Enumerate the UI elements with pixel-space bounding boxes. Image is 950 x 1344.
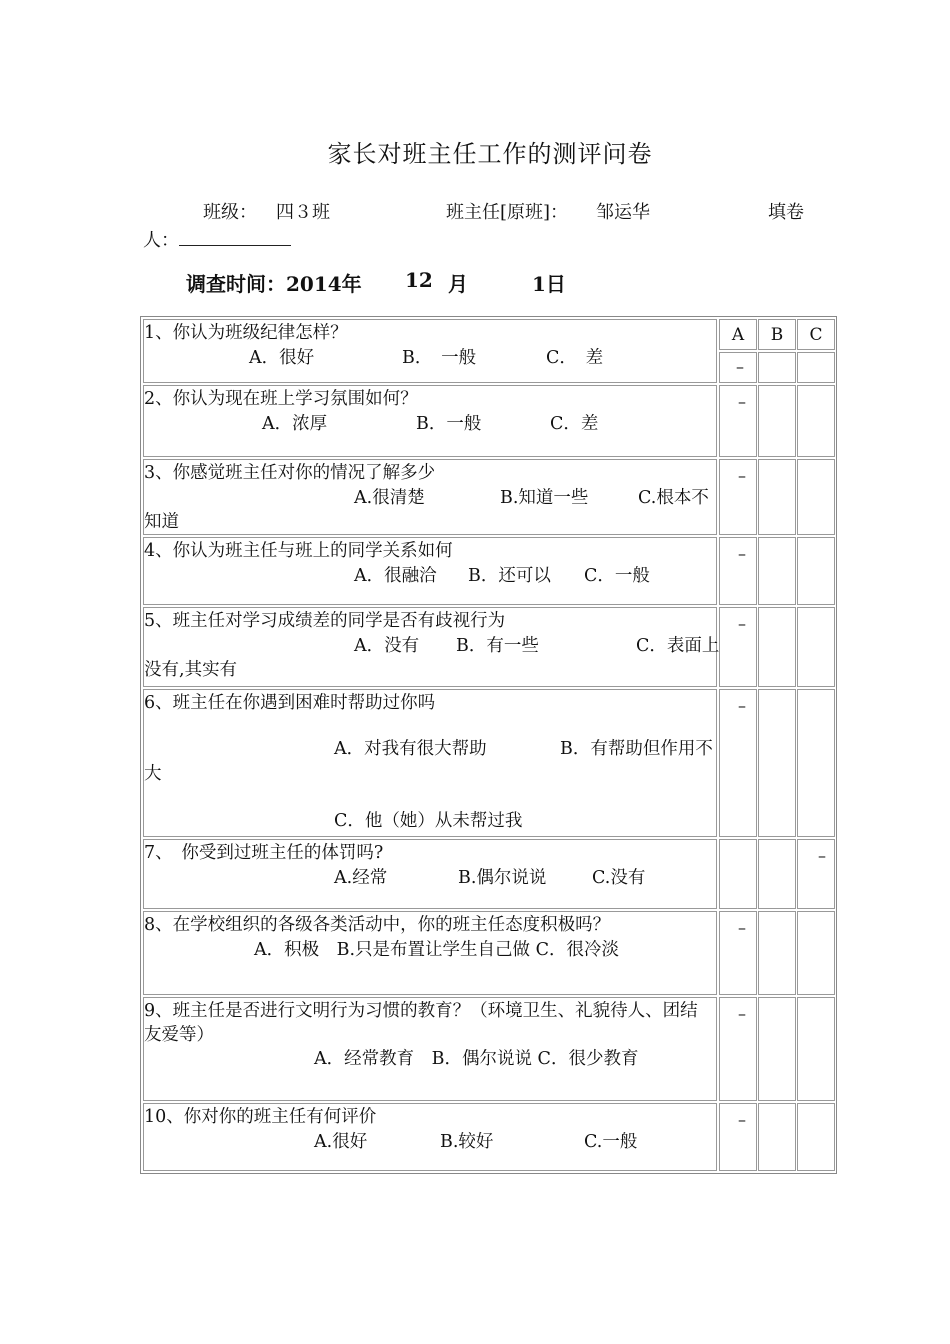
survey-table [140,316,837,1174]
answer-cell[interactable] [758,607,796,687]
answer-cell[interactable] [797,1103,835,1171]
answer-header-b: B [770,325,784,345]
question-text: 5、班主任对学习成绩差的同学是否有歧视行为 [144,611,506,631]
answer-cell[interactable] [719,839,757,909]
option-text-cont: 知道 [144,512,179,532]
question-text: 2、你认为现在班上学习氛围如何？ [144,389,418,409]
question-row [141,997,836,1101]
question-text: 8、在学校组织的各级各类活动中，你的班主任态度积极吗？ [144,915,611,935]
answer-option: B.偶尔说说 [458,868,547,888]
filler-label: 填卷 [768,202,804,223]
teacher-value: 邹运华 [596,202,650,223]
answer-mark: – [738,1004,746,1023]
question-row [141,911,836,995]
answer-option: A．很融洽 [354,566,437,586]
answer-mark: – [738,696,746,715]
answer-cell[interactable] [797,607,835,687]
answer-header-cell [719,319,757,350]
answer-cell[interactable] [719,607,757,687]
answer-cell[interactable] [758,537,796,605]
question-text: 7、 你受到过班主任的体罚吗? [144,843,384,863]
answer-cell[interactable] [758,997,796,1101]
date-month-unit: 月 [448,272,468,296]
question-text: 10、你对你的班主任有何评价 [144,1107,377,1127]
answer-cell[interactable] [797,459,835,535]
answer-option: A．经常教育 B．偶尔说说 C．很少教育 [314,1049,639,1069]
question-row [141,839,836,909]
question-text: 4、你认为班主任与班上的同学关系如何 [144,541,453,561]
question-text: 1、你认为班级纪律怎样？ [144,323,348,343]
question-text: 6、班主任在你遇到困难时帮助过你吗 [144,693,436,713]
question-row [141,537,836,605]
answer-cell[interactable] [797,911,835,995]
answer-option: C．表面上 [636,636,720,656]
question-cell [143,385,717,457]
answer-header-a: A [731,325,745,345]
answer-option: B．还可以 [468,566,551,586]
answer-mark: – [738,544,746,563]
question-text: 9、班主任是否进行文明行为习惯的教育？（环境卫生、礼貌待人、团结 [144,1001,698,1021]
question-cell [143,911,717,995]
answer-mark: – [818,846,826,865]
question-row [141,459,836,535]
answer-cell[interactable] [797,385,835,457]
answer-cell[interactable] [719,459,757,535]
question-row [141,1103,836,1171]
answer-cell[interactable] [758,352,796,383]
page-title: 家长对班主任工作的测评问卷 [327,140,653,168]
question-cell [143,607,720,687]
answer-option: A.很好 [314,1132,368,1152]
question-cell [143,997,717,1101]
answer-cell[interactable] [758,839,796,909]
answer-option: A．对我有很大帮助 [334,739,487,759]
answer-option: A．积极 B.只是布置让学生自己做 C．很冷淡 [254,940,620,960]
answer-option: C．差 [550,414,599,434]
answer-option: C.一般 [584,1132,638,1152]
answer-cell[interactable] [797,689,835,837]
question-cell [143,459,717,535]
question-text-cont: 友爱等） [144,1025,214,1045]
answer-mark: – [736,357,744,376]
class-value: 四３班 [276,202,330,223]
answer-option: B.知道一些 [500,488,589,508]
question-text: 3、你感觉班主任对你的情况了解多少 [144,463,436,483]
answer-cell[interactable] [758,385,796,457]
answer-option: B．有帮助但作用不 [560,739,713,759]
answer-option: B．有一些 [456,636,539,656]
answer-option: B． 一般 [402,348,477,368]
filler-label-cont: 人： [143,230,179,251]
date-label: 调查时间：2014年 [186,272,362,296]
answer-option: A.很清楚 [354,488,425,508]
answer-option: C． 差 [546,348,604,368]
option-text-cont: 大 [144,764,162,784]
answer-cell[interactable] [719,997,757,1101]
filler-line [143,226,291,252]
teacher-label: 班主任[原班]： [446,202,569,223]
question-cell [143,1103,717,1171]
answer-option: A．没有 [354,636,420,656]
question-row [141,607,836,687]
answer-header-cell [758,319,796,350]
answer-option: C．一般 [584,566,650,586]
answer-cell[interactable] [797,839,835,909]
answer-cell[interactable] [758,1103,796,1171]
option-text-cont: 没有,其实有 [144,660,238,680]
answer-cell[interactable] [797,352,835,383]
answer-cell[interactable] [719,385,757,457]
answer-cell[interactable] [719,911,757,995]
question-cell [143,319,717,383]
answer-mark: – [738,918,746,937]
question-row [141,689,836,837]
answer-cell[interactable] [797,537,835,605]
answer-mark: – [738,466,746,485]
answer-option: C．他（她）从未帮过我 [334,811,523,831]
question-cell [143,839,717,909]
answer-option: C.没有 [592,868,646,888]
answer-cell[interactable] [758,689,796,837]
answer-option: B.较好 [440,1132,494,1152]
answer-cell[interactable] [719,1103,757,1171]
answer-cell[interactable] [719,689,757,837]
question-row [141,385,836,457]
answer-option: A．浓厚 [262,414,328,434]
answer-cell[interactable] [719,537,757,605]
answer-cell[interactable] [719,352,757,383]
filler-blank[interactable] [179,231,291,246]
date-month: 12 [405,268,433,292]
answer-mark: – [738,614,746,633]
question-cell [143,689,717,837]
answer-header-c: C [809,325,823,345]
answer-option: A．很好 [249,348,315,368]
answer-cell[interactable] [758,459,796,535]
answer-option: A.经常 [334,868,388,888]
question-cell [143,537,717,605]
answer-mark: – [738,392,746,411]
answer-cell[interactable] [797,997,835,1101]
answer-option: C.根本不 [638,488,709,508]
question-row [141,319,836,383]
answer-cell[interactable] [758,911,796,995]
answer-mark: – [738,1110,746,1129]
class-label: 班级： [203,202,257,223]
date-day: 1日 [532,272,566,296]
answer-option: B．一般 [416,414,482,434]
answer-header-cell [797,319,835,350]
